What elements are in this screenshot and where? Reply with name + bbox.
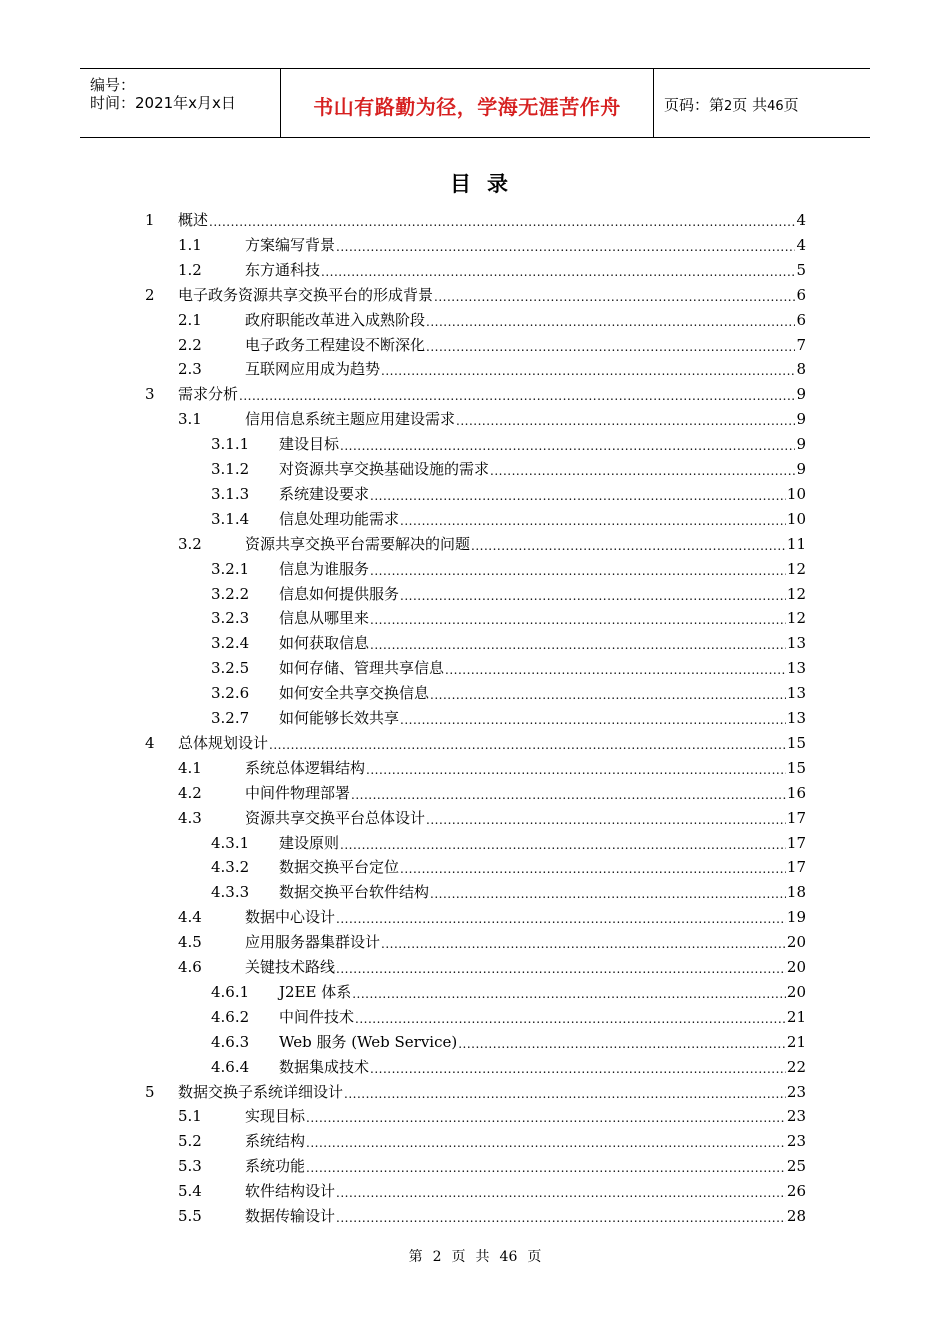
- toc-entry-number: 4.6.1: [211, 982, 250, 1001]
- toc-entry-line: [279, 483, 806, 506]
- toc-entry-number: 5.2: [178, 1132, 202, 1151]
- toc-entry[interactable]: [0, 558, 950, 580]
- toc-entry-number: 3.1.2: [211, 460, 250, 478]
- toc-entry-page: 9: [796, 410, 806, 429]
- toc-entry-line: [245, 533, 806, 556]
- toc-entry[interactable]: [0, 1031, 950, 1053]
- toc-entry[interactable]: [0, 508, 950, 530]
- toc-dot-leader: [400, 709, 786, 731]
- toc-entry[interactable]: [0, 1056, 950, 1078]
- toc-dot-leader: [381, 933, 786, 955]
- toc-entry-number: 5.1: [178, 1107, 202, 1126]
- header-motto-cell: [281, 69, 654, 137]
- toc-entry-number: 4.6.2: [211, 1007, 250, 1026]
- toc-entry-title: 电子政务资源共享交换平台的形成背景: [178, 285, 434, 304]
- toc-dot-leader: [355, 1008, 786, 1030]
- toc-entry[interactable]: [0, 607, 950, 629]
- toc-entry-number: 2.3: [178, 360, 202, 379]
- toc-entry-number: 3.2.1: [211, 559, 250, 578]
- toc-entry-page: 6: [796, 285, 806, 304]
- toc-entry-line: [279, 1006, 806, 1029]
- toc-entry-title: 电子政务工程建设不断深化: [245, 335, 426, 354]
- toc-entry-number: 4.6.4: [211, 1057, 250, 1076]
- toc-entry-page: 12: [786, 584, 806, 603]
- toc-entry-page: 17: [786, 858, 806, 877]
- toc-entry-title: 中间件物理部署: [245, 783, 351, 802]
- toc-entry-line: [279, 558, 806, 581]
- toc-dot-leader: [426, 809, 786, 831]
- toc-entry-number: 4: [145, 733, 155, 752]
- toc-entry-title: 对资源共享交换基础设施的需求: [279, 460, 490, 478]
- toc-dot-leader: [490, 460, 795, 482]
- toc-entry-page: 20: [786, 958, 806, 976]
- toc-entry-number: 2: [145, 285, 155, 304]
- toc-entry-page: 5: [796, 260, 806, 279]
- toc-entry-number: 4.3.2: [211, 858, 250, 877]
- toc-entry-number: 4.6: [178, 958, 202, 976]
- toc-dot-leader: [445, 659, 786, 681]
- toc-entry-page: 19: [786, 908, 806, 927]
- toc-entry-line: [279, 707, 806, 730]
- toc-entry-line: [279, 981, 806, 1004]
- toc-dot-leader: [351, 784, 786, 806]
- toc-entry-page: 17: [786, 833, 806, 852]
- toc-entry-number: 2.1: [178, 310, 202, 329]
- toc-dot-leader: [340, 834, 786, 856]
- toc-entry-title: 关键技术路线: [245, 958, 336, 976]
- toc-entry-line: [245, 358, 806, 381]
- toc-entry[interactable]: [0, 209, 950, 231]
- toc-dot-leader: [340, 435, 795, 457]
- toc-entry-page: 4: [796, 235, 806, 254]
- toc-entry-title: 实现目标: [245, 1107, 306, 1126]
- toc-entry-number: 5.3: [178, 1157, 202, 1176]
- toc-entry[interactable]: [0, 732, 950, 754]
- toc-entry-page: 20: [786, 933, 806, 952]
- toc-entry-number: 3.1.1: [211, 435, 250, 454]
- toc-entry-line: [178, 209, 806, 232]
- footer-suffix: 页: [527, 1249, 542, 1265]
- page-prefix: 页码：第: [664, 96, 725, 114]
- toc-entry-number: 4.3: [178, 808, 202, 827]
- toc-entry-title: 如何存储、管理共享信息: [279, 659, 445, 678]
- toc-entry-title: 系统功能: [245, 1157, 306, 1176]
- toc-entry-number: 4.5: [178, 933, 202, 952]
- toc-entry-page: 17: [786, 808, 806, 827]
- toc-entry-title: 总体规划设计: [178, 733, 269, 752]
- toc-entry-title: 资源共享交换平台需要解决的问题: [245, 534, 471, 553]
- toc-entry[interactable]: [0, 981, 950, 1003]
- toc-entry-line: [245, 234, 806, 257]
- toc-entry-line: [279, 881, 806, 904]
- footer-total: 46: [499, 1249, 518, 1265]
- toc-entry-page: 11: [786, 534, 806, 553]
- toc-entry-title: 建设原则: [279, 833, 340, 852]
- toc-entry[interactable]: [0, 408, 950, 430]
- toc-entry-title: 系统建设要求: [279, 484, 370, 503]
- toc-entry-page: 25: [786, 1157, 806, 1176]
- toc-entry[interactable]: [0, 657, 950, 679]
- toc-entry-line: [245, 931, 806, 954]
- toc-entry-line: [279, 458, 806, 481]
- toc-entry-number: 4.2: [178, 783, 202, 802]
- toc-entry-number: 3.2.5: [211, 659, 250, 678]
- toc-entry-number: 1.2: [178, 260, 202, 279]
- toc-entry-line: [245, 408, 806, 431]
- toc-entry-number: 3.1.4: [211, 509, 250, 528]
- toc-dot-leader: [456, 410, 795, 432]
- toc-entry-title: 需求分析: [178, 385, 239, 404]
- toc-entry-number: 2.2: [178, 335, 202, 354]
- toc-entry-page: 4: [796, 211, 806, 229]
- toc-dot-leader: [336, 1207, 786, 1229]
- toc-entry-title: 互联网应用成为趋势: [245, 360, 381, 379]
- toc-entry-line: [245, 757, 806, 780]
- toc-entry-page: 15: [786, 733, 806, 752]
- toc-dot-leader: [344, 1083, 786, 1105]
- toc-entry-line: [178, 732, 806, 755]
- toc-entry[interactable]: [0, 383, 950, 405]
- toc-dot-leader: [370, 485, 786, 507]
- toc-entry[interactable]: [0, 856, 950, 878]
- toc-entry-line: [178, 284, 806, 307]
- toc-entry-title: 软件结构设计: [245, 1182, 336, 1201]
- toc-entry-title: 信息为谁服务: [279, 559, 370, 578]
- toc-entry-title: 应用服务器集群设计: [245, 933, 381, 952]
- toc-entry[interactable]: [0, 259, 950, 281]
- toc-entry-line: [245, 782, 806, 805]
- toc-entry-title: 数据交换子系统详细设计: [178, 1082, 344, 1101]
- toc-entry-page: 23: [786, 1132, 806, 1151]
- toc-entry[interactable]: [0, 483, 950, 505]
- toc-entry-page: 13: [786, 634, 806, 653]
- toc-dot-leader: [434, 286, 795, 308]
- toc-entry-title: 资源共享交换平台总体设计: [245, 808, 426, 827]
- toc-entry-line: [245, 906, 806, 929]
- toc-entry[interactable]: [0, 807, 950, 829]
- toc-entry[interactable]: [0, 1180, 950, 1202]
- toc-entry-page: 9: [796, 385, 806, 404]
- toc-dot-leader: [400, 510, 786, 532]
- toc-entry[interactable]: [0, 707, 950, 729]
- toc-dot-leader: [336, 908, 786, 930]
- toc-entry-number: 4.4: [178, 908, 202, 927]
- toc-entry-title: 数据中心设计: [245, 908, 336, 927]
- page-total: 46: [767, 99, 784, 114]
- toc-entry[interactable]: [0, 1006, 950, 1028]
- toc-dot-leader: [426, 311, 795, 333]
- header-page-indicator: [664, 94, 799, 115]
- toc-dot-leader: [306, 1132, 786, 1154]
- toc-entry[interactable]: [0, 1105, 950, 1127]
- toc-dot-leader: [430, 684, 786, 706]
- toc-entry[interactable]: [0, 458, 950, 480]
- toc-entry-page: 23: [786, 1107, 806, 1126]
- toc-entry-title: 如何安全共享交换信息: [279, 684, 430, 703]
- toc-entry[interactable]: [0, 931, 950, 953]
- document-time-label: 时间：2021年x月x日: [90, 94, 236, 112]
- toc-entry-number: 5: [145, 1082, 155, 1101]
- toc-entry-title: 系统结构: [245, 1132, 306, 1151]
- toc-entry-line: [279, 632, 806, 655]
- toc-entry-number: 3.2.3: [211, 609, 250, 628]
- toc-entry-page: 10: [786, 509, 806, 528]
- toc-entry-line: [279, 657, 806, 680]
- toc-entry-title: 政府职能改革进入成熟阶段: [245, 310, 426, 329]
- toc-title: 目录: [450, 172, 524, 196]
- toc-entry-number: 3.2.4: [211, 634, 250, 653]
- toc-entry-page: 20: [786, 982, 806, 1001]
- toc-dot-leader: [381, 360, 795, 382]
- toc-entry[interactable]: [0, 682, 950, 704]
- toc-entry-number: 3.2.2: [211, 584, 250, 603]
- toc-dot-leader: [458, 1033, 786, 1055]
- footer-page: 2: [432, 1249, 442, 1265]
- toc-entry[interactable]: [0, 1205, 950, 1227]
- toc-entry[interactable]: [0, 632, 950, 654]
- toc-dot-leader: [209, 211, 795, 233]
- toc-entry-number: 3.2: [178, 534, 202, 553]
- toc-entry-page: 10: [786, 484, 806, 503]
- toc-entry[interactable]: [0, 309, 950, 331]
- toc-entry-title: 数据交换平台定位: [279, 858, 400, 877]
- toc-entry[interactable]: [0, 234, 950, 256]
- toc-entry-line: [245, 956, 806, 979]
- document-code-label: 编号：: [90, 76, 136, 94]
- toc-dot-leader: [321, 261, 795, 283]
- header-info-cell: [80, 69, 281, 137]
- toc-dot-leader: [471, 535, 786, 557]
- page-suffix: 页: [783, 96, 799, 114]
- toc-entry-title: 中间件技术: [279, 1007, 355, 1026]
- toc-dot-leader: [269, 734, 786, 756]
- toc-entry-line: [245, 807, 806, 830]
- toc-entry-page: 22: [786, 1057, 806, 1076]
- toc-entry[interactable]: [0, 906, 950, 928]
- footer-mid1: 页: [451, 1249, 466, 1265]
- toc-entry-line: [245, 259, 806, 282]
- toc-entry-line: [279, 433, 806, 456]
- toc-entry-title: 东方通科技: [245, 260, 321, 279]
- toc-dot-leader: [370, 560, 786, 582]
- toc-entry-title: 方案编写背景: [245, 235, 336, 254]
- toc-entry[interactable]: [0, 334, 950, 356]
- toc-dot-leader: [306, 1107, 786, 1129]
- toc-entry-line: [279, 1031, 806, 1054]
- toc-entry-page: 21: [786, 1032, 806, 1051]
- toc-dot-leader: [336, 958, 786, 980]
- toc-entry-line: [245, 1130, 806, 1153]
- toc-entry-title: 建设目标: [279, 435, 340, 454]
- toc-entry-page: 12: [786, 559, 806, 578]
- toc-entry[interactable]: [0, 782, 950, 804]
- toc-entry-number: 5.5: [178, 1207, 202, 1225]
- toc-entry-title: 系统总体逻辑结构: [245, 758, 366, 777]
- toc-entry-page: 8: [796, 360, 806, 379]
- toc-dot-leader: [400, 858, 786, 880]
- toc-entry-title: 数据交换平台软件结构: [279, 883, 430, 902]
- footer-prefix: 第: [408, 1249, 423, 1265]
- toc-entry-page: 9: [796, 460, 806, 478]
- toc-entry-number: 4.3.3: [211, 883, 250, 902]
- toc-entry-line: [245, 334, 806, 357]
- toc-entry-number: 1.1: [178, 235, 202, 254]
- toc-entry[interactable]: [0, 358, 950, 380]
- toc-dot-leader: [430, 883, 786, 905]
- header-motto: 书山有路勤为径，学海无涯苦作舟: [313, 95, 621, 119]
- toc-entry-line: [279, 682, 806, 705]
- page-header: [80, 68, 870, 138]
- toc-entry-page: 23: [786, 1082, 806, 1101]
- toc-entry-line: [279, 508, 806, 531]
- toc-entry[interactable]: [0, 533, 950, 555]
- toc-entry[interactable]: [0, 757, 950, 779]
- toc-dot-leader: [370, 609, 786, 631]
- toc-dot-leader: [336, 1182, 786, 1204]
- toc-entry-number: 4.3.1: [211, 833, 250, 852]
- toc-dot-leader: [239, 385, 795, 407]
- toc-entry-number: 1: [145, 211, 155, 229]
- toc-entry-page: 13: [786, 684, 806, 703]
- toc-entry[interactable]: [0, 881, 950, 903]
- toc-entry-number: 3.1.3: [211, 484, 250, 503]
- toc-entry-line: [279, 583, 806, 606]
- toc-entry-page: 16: [786, 783, 806, 802]
- toc-dot-leader: [352, 983, 786, 1005]
- toc-entry-line: [279, 1056, 806, 1079]
- toc-entry-line: [178, 383, 806, 406]
- toc-entry-page: 21: [786, 1007, 806, 1026]
- toc-entry-number: 4.1: [178, 758, 202, 777]
- toc-entry-page: 13: [786, 709, 806, 727]
- toc-entry-title: J2EE 体系: [279, 982, 352, 1001]
- toc-entry-line: [245, 1205, 806, 1228]
- toc-entry-page: 9: [796, 435, 806, 454]
- toc-entry-page: 13: [786, 659, 806, 678]
- toc-entry-title: 如何能够长效共享: [279, 709, 400, 727]
- toc-entry-number: 3.1: [178, 410, 202, 429]
- toc-entry-page: 7: [796, 335, 806, 354]
- toc-entry-number: 5.4: [178, 1182, 202, 1201]
- toc-entry-title: 数据集成技术: [279, 1057, 370, 1076]
- toc-entry[interactable]: [0, 1130, 950, 1152]
- toc-dot-leader: [336, 236, 795, 258]
- toc-entry[interactable]: [0, 956, 950, 978]
- page-number: 2: [724, 99, 733, 114]
- toc-entry-title: 概述: [178, 211, 209, 229]
- toc-entry-page: 18: [786, 883, 806, 902]
- toc-entry-line: [245, 1155, 806, 1178]
- toc-entry-page: 26: [786, 1182, 806, 1201]
- toc-entry-line: [245, 309, 806, 332]
- toc-entry-number: 4.6.3: [211, 1032, 250, 1051]
- toc-entry-line: [279, 832, 806, 855]
- toc-entry-number: 3: [145, 385, 155, 404]
- toc-entry-number: 3.2.7: [211, 709, 250, 727]
- toc-entry[interactable]: [0, 433, 950, 455]
- footer-mid2: 共: [475, 1249, 490, 1265]
- page-mid: 页 共: [732, 96, 768, 114]
- toc-entry[interactable]: [0, 1081, 950, 1103]
- toc-entry-title: 如何获取信息: [279, 634, 370, 653]
- toc-dot-leader: [366, 759, 786, 781]
- header-page-cell: [654, 69, 870, 137]
- toc-entry-page: 28: [786, 1207, 806, 1225]
- toc-entry[interactable]: [0, 832, 950, 854]
- toc-dot-leader: [306, 1157, 786, 1179]
- toc-dot-leader: [426, 336, 795, 358]
- toc-entry-title: 数据传输设计: [245, 1207, 336, 1225]
- toc-entry-title: 信息处理功能需求: [279, 509, 400, 528]
- toc-entry-title: 信用信息系统主题应用建设需求: [245, 410, 456, 429]
- toc-dot-leader: [370, 1058, 786, 1080]
- toc-entry-line: [245, 1105, 806, 1128]
- toc-entry-page: 12: [786, 609, 806, 628]
- toc-entry-number: 3.2.6: [211, 684, 250, 703]
- toc-entry-title: 信息从哪里来: [279, 609, 370, 628]
- toc-dot-leader: [400, 585, 786, 607]
- toc-entry-line: [178, 1081, 806, 1104]
- toc-dot-leader: [370, 634, 786, 656]
- toc-entry-page: 6: [796, 310, 806, 329]
- page-footer: [0, 1246, 950, 1266]
- toc-entry-title: 信息如何提供服务: [279, 584, 400, 603]
- toc-entry-line: [279, 607, 806, 630]
- toc-entry-line: [245, 1180, 806, 1203]
- toc-entry[interactable]: [0, 1155, 950, 1177]
- toc-entry[interactable]: [0, 583, 950, 605]
- toc-entry-line: [279, 856, 806, 879]
- toc-entry-page: 15: [786, 758, 806, 777]
- toc-entry[interactable]: [0, 284, 950, 306]
- toc-entry-title: Web 服务 (Web Service): [279, 1032, 458, 1051]
